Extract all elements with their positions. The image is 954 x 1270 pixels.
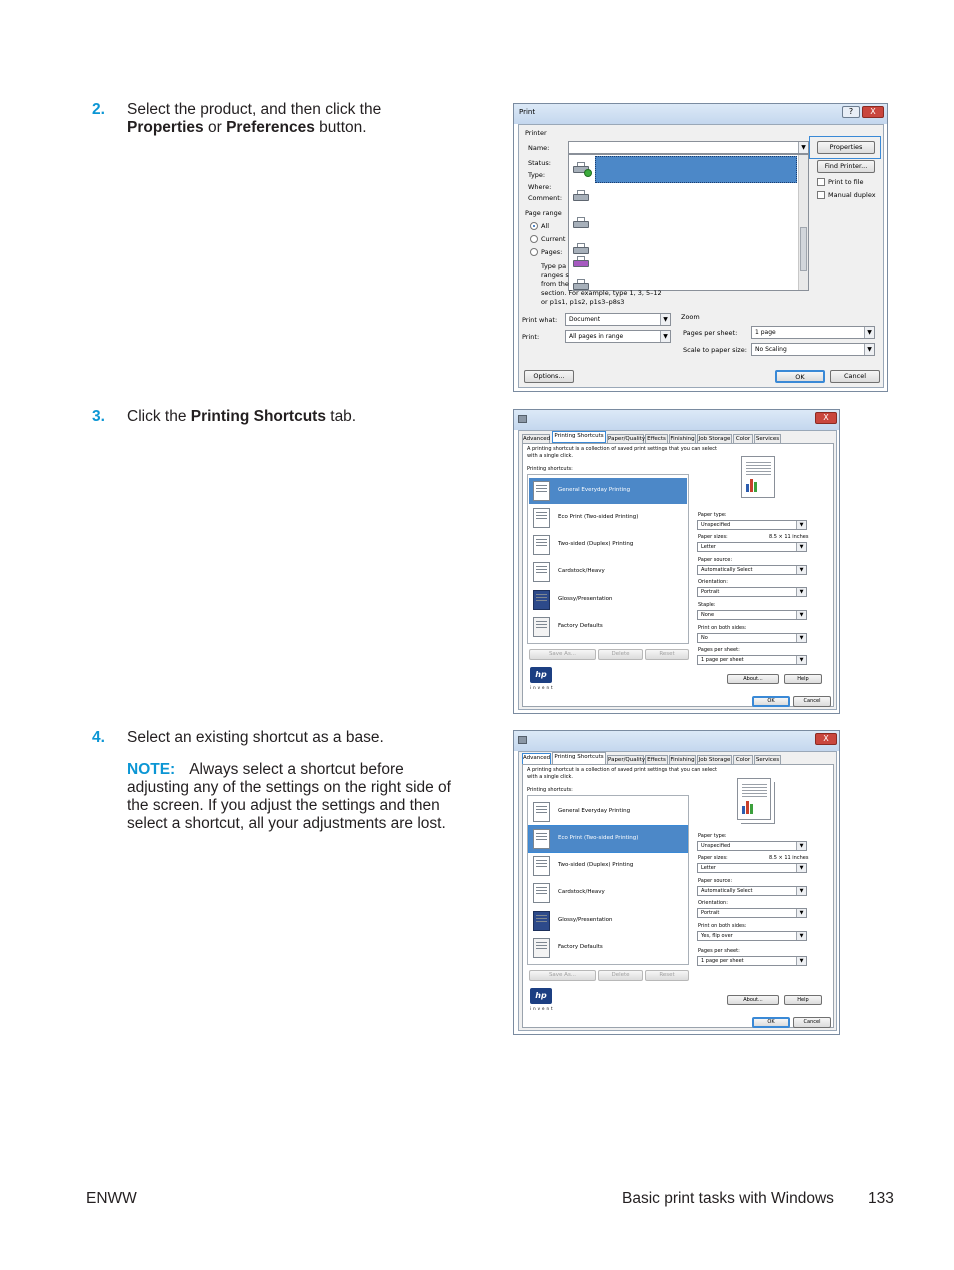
field-label: Paper type: [698, 833, 727, 839]
preferences-dialog-2 [513, 730, 840, 1035]
printer-icon [571, 256, 593, 270]
note-label: NOTE: [127, 761, 176, 778]
chevron-down-icon: ▼ [796, 864, 806, 872]
shortcut-item[interactable] [529, 614, 687, 640]
page-range-hint: or p1s1, p1s2, p1s3–p8s3 [541, 298, 625, 306]
step-number: 4. [92, 729, 105, 746]
staple-combo[interactable] [697, 610, 807, 620]
printer-icon [571, 190, 593, 204]
printer-name-combo[interactable] [568, 141, 809, 154]
paper-source-value: Automatically Select [701, 888, 753, 894]
description: with a single click. [527, 774, 574, 780]
shortcut-label: Eco Print (Two-sided Printing) [558, 835, 639, 841]
field-label: Pages per sheet: [698, 948, 740, 954]
print-combo[interactable] [565, 330, 671, 343]
shortcut-item[interactable] [529, 935, 687, 961]
orientation-combo[interactable] [697, 587, 807, 597]
chevron-down-icon: ▼ [796, 932, 806, 940]
properties-button[interactable]: Properties [817, 141, 875, 154]
options-button[interactable]: Options... [524, 370, 574, 383]
reset-button[interactable]: Reset [645, 649, 689, 660]
field-label: Paper source: [698, 878, 733, 884]
description: A printing shortcut is a collection of saved print settings that you can select [527, 767, 717, 773]
document-preview-icon [737, 778, 771, 820]
pages-per-sheet-value: 1 page per sheet [701, 958, 744, 964]
shortcut-item[interactable] [529, 559, 687, 585]
document-icon [533, 829, 550, 849]
print-dialog [513, 103, 888, 392]
shortcut-item[interactable] [529, 532, 687, 558]
page-range-hint: from the [541, 280, 569, 288]
title-bar [514, 104, 887, 124]
print-what-value: Document [569, 316, 601, 323]
tab-paper-quality[interactable]: Paper/Quality [608, 757, 646, 763]
chevron-down-icon: ▼ [796, 887, 806, 895]
print-what-label: Print what: [522, 316, 558, 324]
tab-services[interactable]: Services [755, 436, 780, 442]
shortcut-item[interactable] [529, 799, 687, 825]
step-text-part: tab. [325, 408, 357, 425]
shortcut-item[interactable] [529, 587, 687, 613]
help-button[interactable]: ? [842, 106, 860, 118]
print-label: Print: [522, 333, 540, 341]
page-range-hint: section. For example, type 1, 3, 5–12 [541, 289, 662, 297]
save-as-button[interactable]: Save As... [529, 649, 596, 660]
chevron-down-icon: ▼ [660, 331, 670, 342]
step-number: 2. [92, 101, 105, 118]
chevron-down-icon: ▼ [796, 909, 806, 917]
step-bold-properties: Properties [127, 119, 204, 136]
document-icon [533, 481, 550, 501]
field-label: Paper sizes: [698, 855, 728, 861]
step-text-part: Select the product, and then click the [127, 101, 382, 118]
help-button[interactable]: Help [784, 674, 822, 684]
document-icon [533, 562, 550, 582]
shortcut-label: Glossy/Presentation [558, 596, 613, 602]
tab-advanced[interactable]: Advanced [523, 436, 551, 442]
all-radio[interactable] [530, 222, 538, 230]
tab-color[interactable]: Color [733, 434, 753, 444]
field-label: Orientation: [698, 900, 728, 906]
shortcut-item[interactable] [529, 880, 687, 906]
paper-source-combo[interactable] [697, 565, 807, 575]
app-icon [518, 415, 527, 423]
cancel-button[interactable]: Cancel [793, 696, 831, 707]
where-label: Where: [528, 183, 552, 191]
blank-page-icon [533, 617, 550, 637]
chevron-down-icon: ▼ [798, 142, 808, 153]
orientation-value: Portrait [701, 910, 720, 916]
tab-effects[interactable]: Effects [645, 755, 668, 765]
close-button[interactable]: X [815, 412, 837, 424]
tab-printing-shortcuts[interactable]: Printing Shortcuts [552, 752, 606, 764]
print-to-file-label: Print to file [828, 178, 864, 186]
dialog-title: Print [519, 108, 536, 116]
shortcut-label: Glossy/Presentation [558, 917, 613, 923]
description: with a single click. [527, 453, 574, 459]
shortcut-list [527, 795, 689, 965]
note [127, 761, 457, 833]
shortcut-label: General Everyday Printing [558, 487, 631, 493]
chevron-down-icon: ▼ [796, 656, 806, 664]
both-sides-value: No [701, 635, 708, 641]
step-bold-preferences: Preferences [226, 119, 315, 136]
about-button[interactable]: About... [727, 674, 779, 684]
paper-type-value: Unspecified [701, 522, 731, 528]
paper-type-combo[interactable] [697, 520, 807, 530]
paper-type-value: Unspecified [701, 843, 731, 849]
tab-services[interactable]: Services [755, 757, 780, 763]
document-icon [533, 802, 550, 822]
pages-per-sheet-value: 1 page [755, 329, 776, 336]
ok-button[interactable]: OK [752, 696, 790, 707]
title-bar [514, 410, 839, 430]
current-label: Current [541, 235, 566, 243]
document-icon [533, 508, 550, 528]
shortcuts-label: Printing shortcuts: [527, 466, 573, 472]
both-sides-value: Yes, flip over [701, 933, 733, 939]
shortcut-label: Factory Defaults [558, 944, 603, 950]
shortcut-item[interactable] [529, 826, 687, 852]
pages-per-sheet-combo[interactable] [751, 326, 875, 339]
paper-size-combo[interactable] [697, 542, 807, 552]
tab-paper-quality[interactable]: Paper/Quality [608, 436, 646, 442]
paper-type-combo[interactable] [697, 841, 807, 851]
chevron-down-icon: ▼ [864, 344, 874, 355]
scroll-thumb[interactable] [800, 227, 807, 271]
shortcut-item[interactable] [529, 505, 687, 531]
shortcut-label: Factory Defaults [558, 623, 603, 629]
document-icon [533, 883, 550, 903]
shortcuts-label: Printing shortcuts: [527, 787, 573, 793]
step-text [127, 408, 457, 426]
step-text [127, 101, 457, 137]
paper-source-value: Automatically Select [701, 567, 753, 573]
chevron-down-icon: ▼ [796, 842, 806, 850]
delete-button[interactable]: Delete [598, 970, 643, 981]
paper-size-dimensions: 8.5 × 11 inches [769, 534, 809, 540]
tab-job-storage[interactable]: Job Storage [698, 757, 731, 763]
shortcut-label: Two-sided (Duplex) Printing [558, 541, 634, 547]
help-button[interactable]: Help [784, 995, 822, 1005]
tab-advanced[interactable]: Advanced [522, 753, 551, 765]
footer-left: ENWW [86, 1190, 137, 1207]
printer-icon [571, 162, 593, 176]
tab-printing-shortcuts[interactable]: Printing Shortcuts [552, 431, 606, 443]
chevron-down-icon: ▼ [864, 327, 874, 338]
description: A printing shortcut is a collection of saved print settings that you can select [527, 446, 717, 452]
shortcut-item[interactable] [529, 908, 687, 934]
step-bold-printing-shortcuts: Printing Shortcuts [190, 408, 326, 425]
shortcut-list [527, 474, 689, 644]
shortcut-item[interactable] [529, 478, 687, 504]
printer-icon [571, 217, 593, 231]
blank-page-icon [533, 938, 550, 958]
printer-selected-row[interactable] [595, 156, 797, 183]
step-text-part: button. [314, 119, 367, 136]
preferences-dialog-1 [513, 409, 840, 714]
note-text: Always select a shortcut before adjusting any of the settings on the right side of the screen. If you adjust the settings and then select a shortcut, all your adjustments are lost. [127, 761, 451, 832]
scale-combo[interactable] [751, 343, 875, 356]
paper-source-combo[interactable] [697, 886, 807, 896]
tab-finishing[interactable]: Finishing [670, 436, 695, 442]
presentation-icon [533, 590, 550, 610]
chevron-down-icon: ▼ [660, 314, 670, 325]
step-text-part: Click the [127, 408, 191, 425]
chevron-down-icon: ▼ [796, 634, 806, 642]
presentation-icon [533, 911, 550, 931]
shortcut-label: Cardstock/Heavy [558, 889, 605, 895]
hp-tagline: invent [530, 685, 555, 690]
field-label: Paper sizes: [698, 534, 728, 540]
hp-tagline: invent [530, 1006, 555, 1011]
printer-list-scrollbar[interactable] [798, 155, 808, 290]
pages-per-sheet-combo[interactable] [697, 956, 807, 966]
zoom-group-label: Zoom [681, 313, 700, 321]
tab-color[interactable]: Color [733, 755, 753, 765]
print-to-file-checkbox[interactable] [817, 178, 825, 186]
both-sides-combo[interactable] [697, 931, 807, 941]
chevron-down-icon: ▼ [796, 957, 806, 965]
chevron-down-icon: ▼ [796, 543, 806, 551]
page-range-hint: Type pa [541, 262, 567, 270]
page-range-hint: ranges s [541, 271, 569, 279]
field-label: Pages per sheet: [698, 647, 740, 653]
orientation-value: Portrait [701, 589, 720, 595]
pages-per-sheet-combo[interactable] [697, 655, 807, 665]
paper-size-dimensions: 8.5 × 11 inches [769, 855, 809, 861]
step-number: 3. [92, 408, 105, 425]
document-preview-icon [741, 456, 775, 498]
dialog-body [518, 124, 884, 388]
scale-value: No Scaling [755, 346, 787, 353]
close-button[interactable]: X [862, 106, 884, 118]
print-value: All pages in range [569, 333, 624, 340]
print-what-combo[interactable] [565, 313, 671, 326]
document-icon [533, 535, 550, 555]
printer-group-label: Printer [525, 129, 547, 137]
page-number: 133 [868, 1190, 894, 1207]
shortcut-label: General Everyday Printing [558, 808, 631, 814]
tab-finishing[interactable]: Finishing [670, 757, 695, 763]
pages-label: Pages: [541, 248, 563, 256]
comment-label: Comment: [528, 194, 563, 202]
field-label: Staple: [698, 602, 716, 608]
printer-list[interactable] [568, 154, 809, 291]
page-range-label: Page range [525, 209, 562, 217]
staple-value: None [701, 612, 715, 618]
orientation-combo[interactable] [697, 908, 807, 918]
chevron-down-icon: ▼ [796, 566, 806, 574]
hp-logo: hp [530, 667, 552, 683]
name-label: Name: [528, 144, 550, 152]
scale-label: Scale to paper size: [683, 346, 747, 354]
document-icon [533, 856, 550, 876]
dialog-body [518, 430, 837, 710]
footer-title: Basic print tasks with Windows [622, 1190, 834, 1207]
shortcut-item[interactable] [529, 853, 687, 879]
paper-size-value: Letter [701, 865, 716, 871]
step-text-part: or [203, 119, 227, 136]
shortcut-label: Cardstock/Heavy [558, 568, 605, 574]
find-printer-button[interactable]: Find Printer... [817, 160, 875, 173]
shortcut-label: Eco Print (Two-sided Printing) [558, 514, 639, 520]
field-label: Paper type: [698, 512, 727, 518]
step-text: Select an existing shortcut as a base. [127, 729, 384, 746]
pages-per-sheet-label: Pages per sheet: [683, 329, 738, 337]
save-as-button[interactable]: Save As... [529, 970, 596, 981]
chevron-down-icon: ▼ [796, 521, 806, 529]
app-icon [518, 736, 527, 744]
cancel-button[interactable]: Cancel [830, 370, 880, 383]
about-button[interactable]: About... [727, 995, 779, 1005]
tab-effects[interactable]: Effects [645, 434, 668, 444]
pages-radio[interactable] [530, 248, 538, 256]
ok-button[interactable]: OK [775, 370, 825, 383]
all-label: All [541, 222, 550, 230]
manual-duplex-checkbox[interactable] [817, 191, 825, 199]
hp-logo: hp [530, 988, 552, 1004]
delete-button[interactable]: Delete [598, 649, 643, 660]
reset-button[interactable]: Reset [645, 970, 689, 981]
ok-button[interactable]: OK [752, 1017, 790, 1028]
field-label: Print on both sides: [698, 625, 747, 631]
status-label: Status: [528, 159, 551, 167]
field-label: Paper source: [698, 557, 733, 563]
field-label: Orientation: [698, 579, 728, 585]
cancel-button[interactable]: Cancel [793, 1017, 831, 1028]
paper-size-combo[interactable] [697, 863, 807, 873]
both-sides-combo[interactable] [697, 633, 807, 643]
shortcut-label: Two-sided (Duplex) Printing [558, 862, 634, 868]
type-label: Type: [528, 171, 546, 179]
manual-duplex-label: Manual duplex [828, 191, 876, 199]
current-radio[interactable] [530, 235, 538, 243]
printer-icon [571, 243, 593, 257]
field-label: Print on both sides: [698, 923, 747, 929]
dialog-body [518, 751, 837, 1031]
close-button[interactable]: X [815, 733, 837, 745]
chevron-down-icon: ▼ [796, 611, 806, 619]
chevron-down-icon: ▼ [796, 588, 806, 596]
title-bar [514, 731, 839, 751]
pages-per-sheet-value: 1 page per sheet [701, 657, 744, 663]
tab-job-storage[interactable]: Job Storage [698, 436, 731, 442]
paper-size-value: Letter [701, 544, 716, 550]
